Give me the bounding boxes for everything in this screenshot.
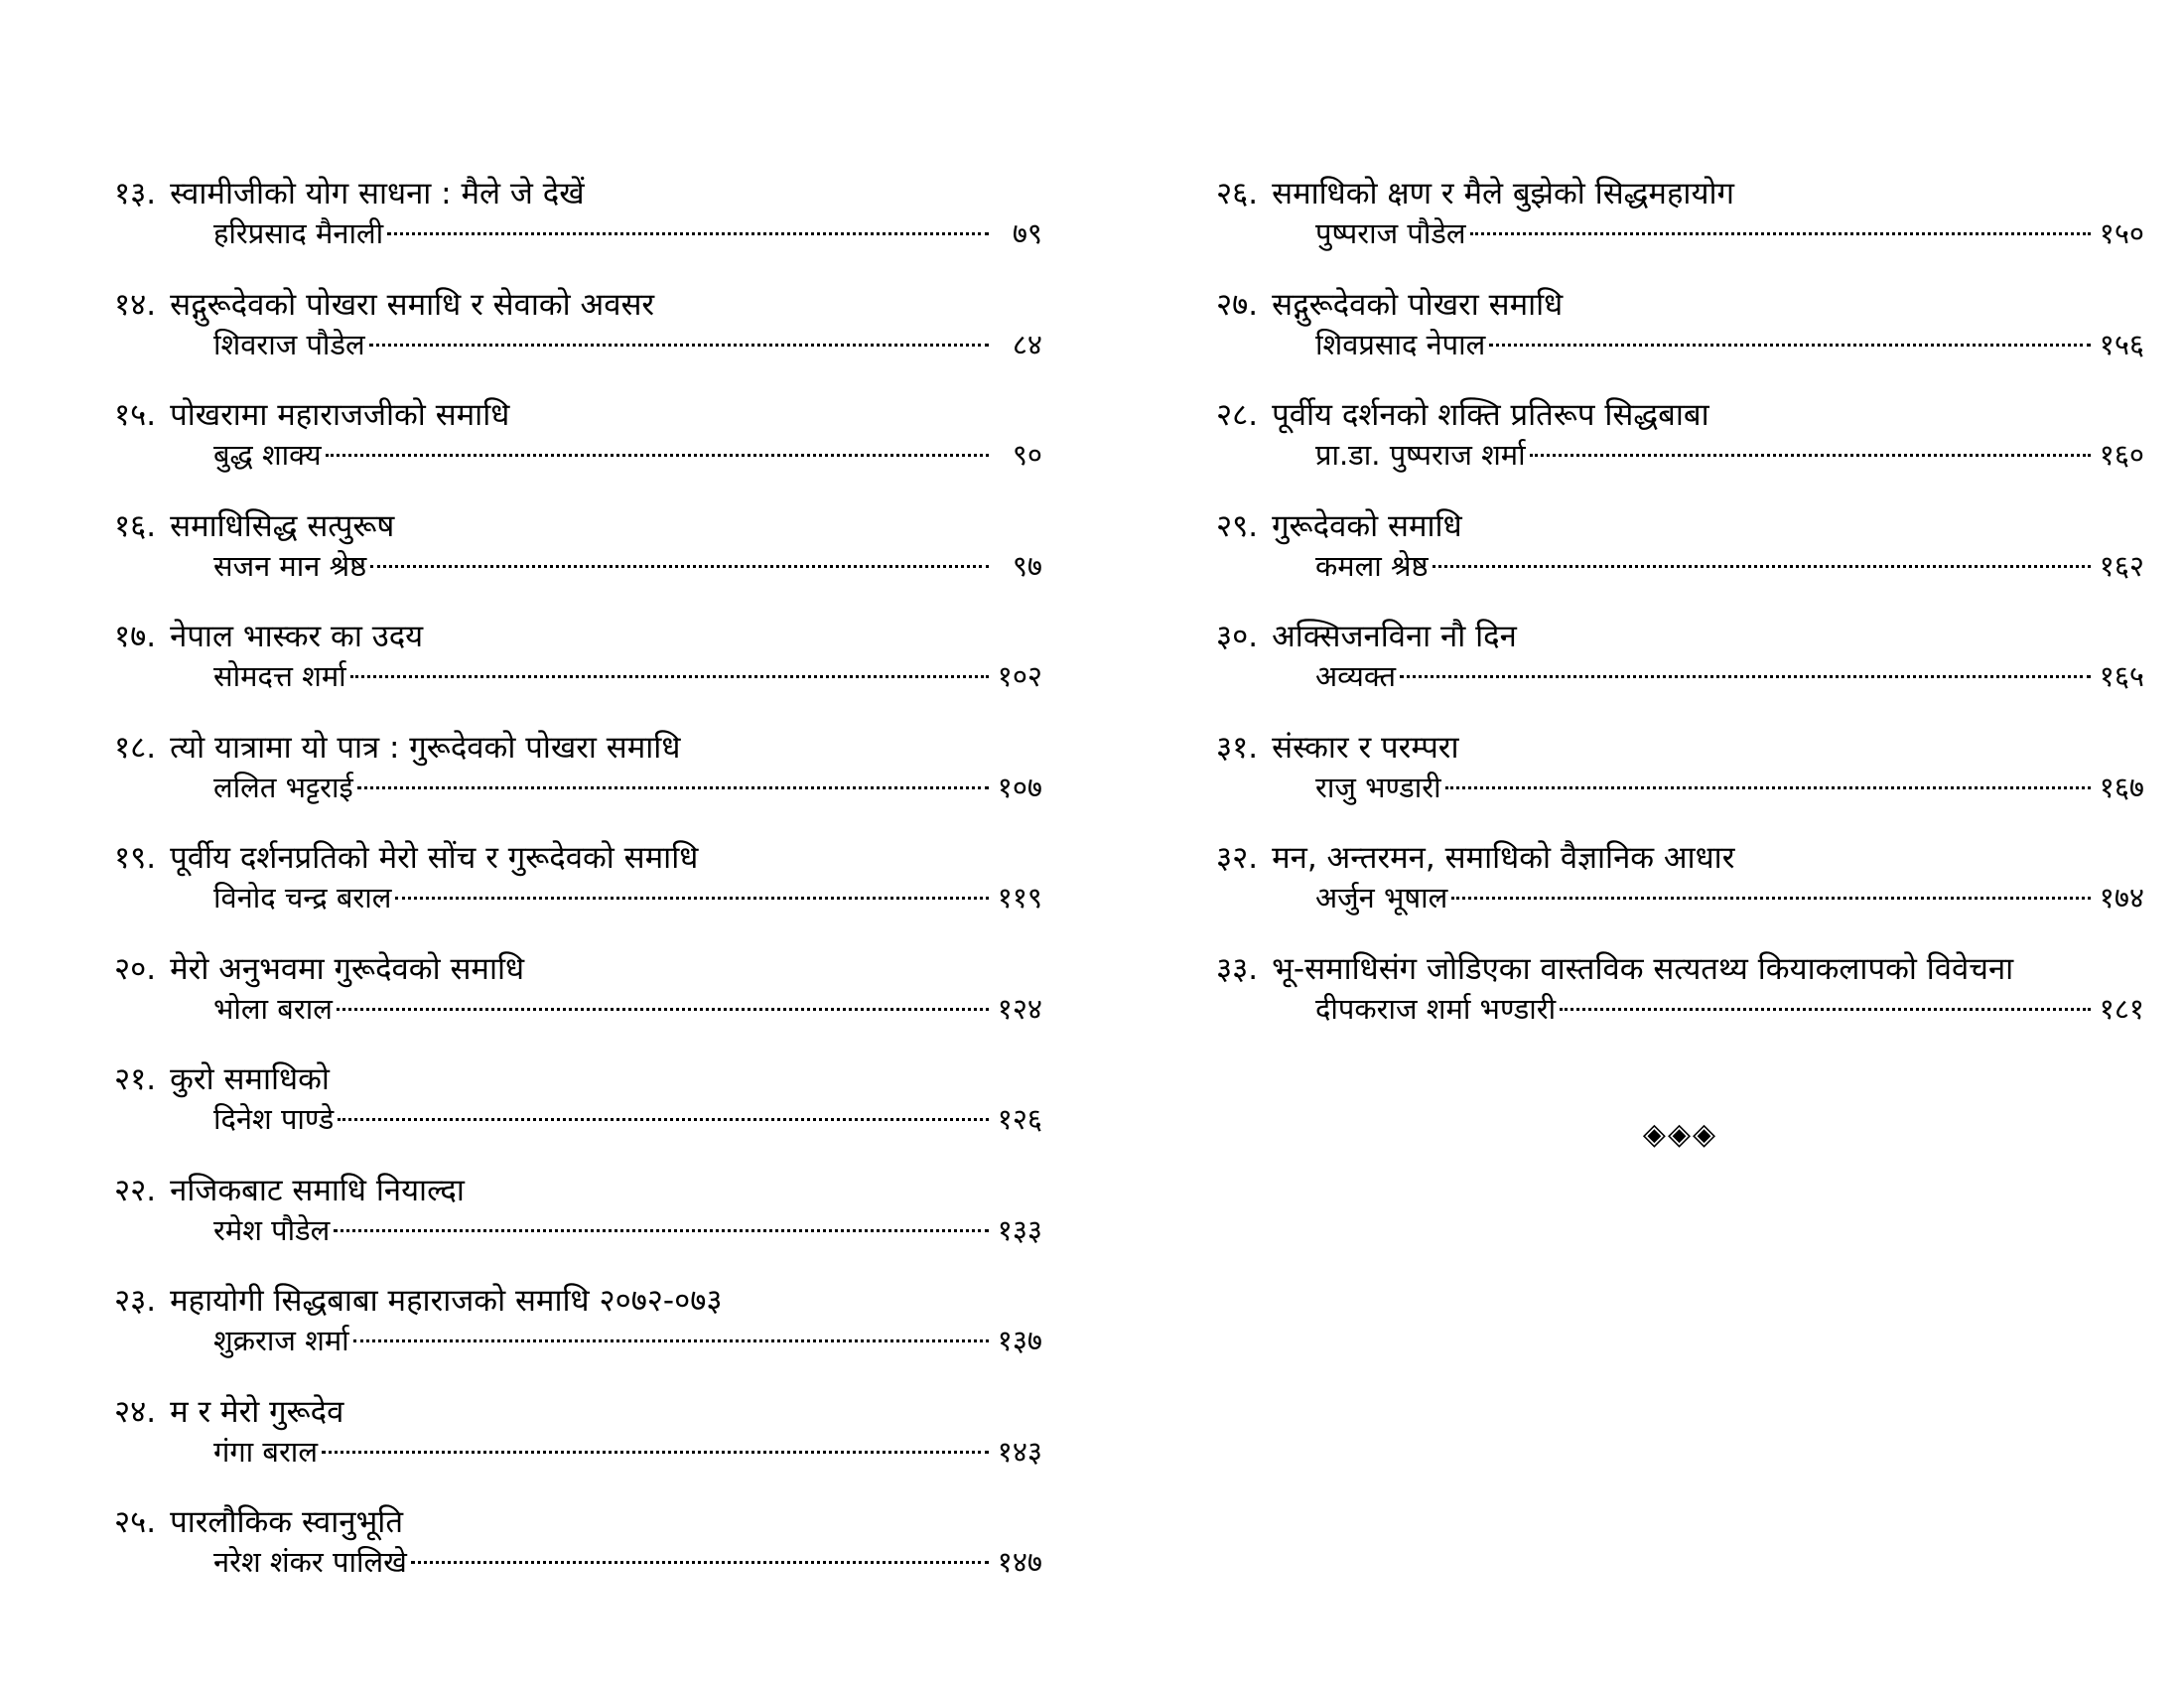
toc-entry-page-number: १४३	[997, 1434, 1042, 1469]
toc-entry-title-line	[1216, 617, 2144, 656]
toc-entry-page-number: १३७	[997, 1324, 1042, 1357]
toc-entry	[114, 174, 1042, 285]
toc-entry-author-line	[213, 325, 1042, 364]
toc-entry-author: दिनेश पाण्डे	[213, 1102, 335, 1136]
toc-entry-title-line	[114, 1171, 1042, 1210]
toc-entry-number: २८.	[1216, 397, 1259, 433]
toc-entry-author-line	[213, 656, 1042, 696]
dot-leader	[322, 1451, 989, 1454]
toc-entry-number: ३३.	[1216, 950, 1259, 987]
toc-entry-number: २२.	[114, 1172, 157, 1208]
toc-entry-number: १९.	[114, 840, 157, 876]
toc-entry-author-line	[213, 989, 1042, 1029]
toc-entry-author-line	[1315, 325, 2144, 364]
toc-entry-author: गंगा बराल	[213, 1434, 318, 1469]
toc-entry-author-line	[1315, 213, 2144, 253]
toc-entry-author: कमला श्रेष्ठ	[1315, 548, 1429, 583]
dot-leader	[411, 1561, 989, 1564]
toc-entry-title: अक्सिजनविना नौ दिन	[1272, 619, 1517, 654]
toc-entry-title-line	[114, 506, 1042, 546]
toc-entry-title-line	[114, 949, 1042, 989]
dot-leader	[353, 1339, 989, 1342]
toc-entry-page-number: १०७	[997, 770, 1042, 804]
toc-entry-title: पूर्वीय दर्शनप्रतिको मेरो सोंच र गुरूदेवको समाधि	[170, 840, 699, 876]
toc-entry	[1216, 506, 2144, 618]
dot-leader	[337, 1008, 989, 1011]
toc-entry-number: २०.	[114, 950, 157, 987]
toc-entry-author-line	[1315, 878, 2144, 917]
toc-entry-page-number: १०२	[997, 659, 1042, 693]
toc-entry-title: सद्गुरूदेवको पोखरा समाधि र सेवाको अवसर	[170, 286, 655, 323]
dot-leader	[1400, 675, 2091, 678]
toc-entry-author: रमेश पौडेल	[213, 1212, 331, 1247]
toc-entry-author: शुक्रराज शर्मा	[213, 1324, 349, 1357]
toc-entry-page-number: १७४	[2099, 881, 2144, 914]
dot-leader	[1530, 454, 2091, 457]
toc-entry-author-line	[213, 1321, 1042, 1360]
toc-entry	[114, 838, 1042, 949]
toc-entry-title-line	[114, 728, 1042, 768]
dot-leader	[1445, 786, 2091, 789]
toc-entry-author: प्रा.डा. पुष्पराज शर्मा	[1315, 438, 1526, 472]
toc-right-column	[1216, 174, 2144, 1059]
toc-entry-page-number: १५६	[2099, 327, 2144, 361]
dot-leader	[350, 675, 989, 678]
toc-entry-page-number: ९७	[1012, 548, 1042, 583]
toc-entry-number: २५.	[114, 1504, 157, 1540]
toc-entry-title: पारलौकिक स्वानुभूति	[170, 1504, 403, 1540]
toc-entry	[114, 1171, 1042, 1282]
toc-entry-page-number: ७९	[1012, 216, 1042, 250]
toc-entry	[1216, 728, 2144, 839]
toc-entry	[1216, 395, 2144, 506]
dot-leader	[1451, 897, 2091, 900]
toc-entry-title: म र मेरो गुरूदेव	[170, 1393, 344, 1430]
toc-entry	[1216, 838, 2144, 949]
section-end-ornament: ◈◈◈	[1642, 1117, 1718, 1152]
toc-entry-author: अर्जुन भूषाल	[1315, 881, 1448, 914]
toc-entry-number: १६.	[114, 507, 157, 544]
toc-entry-page-number: १६७	[2099, 770, 2144, 804]
toc-entry-title: कुरो समाधिको	[170, 1061, 330, 1097]
toc-entry-number: २९.	[1216, 507, 1259, 544]
toc-entry-title: समाधिको क्षण र मैले बुझेको सिद्धमहायोग	[1272, 176, 1734, 211]
toc-entry	[114, 728, 1042, 839]
toc-entry-author: सोमदत्त शर्मा	[213, 659, 346, 693]
toc-entry	[114, 1059, 1042, 1171]
toc-entry-title-line	[114, 617, 1042, 656]
toc-entry-author: दीपकराज शर्मा भण्डारी	[1315, 991, 1557, 1026]
toc-entry-author-line	[1315, 435, 2144, 475]
toc-entry-number: २६.	[1216, 176, 1259, 211]
toc-entry-author: शिवराज पौडेल	[213, 327, 365, 361]
toc-entry-page-number: १२४	[997, 991, 1042, 1026]
toc-entry-author-line	[213, 546, 1042, 586]
toc-entry-title-line	[1216, 285, 2144, 325]
toc-entry	[114, 285, 1042, 396]
toc-entry-author: अव्यक्त	[1315, 659, 1396, 693]
toc-entry-page-number: १५०	[2099, 216, 2144, 250]
toc-entry-author-line	[213, 435, 1042, 475]
toc-entry-number: २१.	[114, 1061, 157, 1097]
dot-leader	[338, 1118, 989, 1121]
toc-entry-title-line	[1216, 728, 2144, 768]
dot-leader	[1489, 344, 2091, 347]
toc-entry-page-number: १६२	[2099, 548, 2144, 583]
dot-leader	[395, 897, 989, 900]
toc-entry-title: महायोगी सिद्धबाबा महाराजको समाधि २०७२-०७३	[170, 1283, 723, 1319]
dot-leader	[1560, 1008, 2091, 1011]
toc-entry-author: विनोद चन्द्र बराल	[213, 881, 392, 914]
toc-entry	[1216, 285, 2144, 396]
toc-entry-page-number: ११९	[997, 881, 1042, 914]
dot-leader	[357, 786, 989, 789]
toc-entry-author: बुद्ध शाक्य	[213, 438, 322, 472]
toc-entry-title: त्यो यात्रामा यो पात्र : गुरूदेवको पोखरा समाधि	[170, 729, 681, 766]
dot-leader	[1470, 232, 2091, 235]
toc-entry	[1216, 949, 2144, 1060]
toc-entry	[114, 1502, 1042, 1614]
dot-leader	[369, 344, 989, 347]
toc-entry-title-line	[114, 1281, 1042, 1321]
toc-entry-title: नेपाल भास्कर का उदय	[170, 619, 424, 654]
toc-entry-title-line	[114, 285, 1042, 325]
toc-entry-title: सद्गुरूदेवको पोखरा समाधि	[1272, 286, 1564, 323]
toc-entry-title: मेरो अनुभवमा गुरूदेवको समाधि	[170, 950, 525, 987]
toc-entry-author-line	[213, 1210, 1042, 1250]
toc-entry	[114, 1392, 1042, 1503]
dot-leader	[370, 565, 989, 568]
toc-entry-page-number: ८४	[1012, 327, 1042, 361]
toc-entry-page-number: १८१	[2099, 991, 2144, 1026]
toc-entry-page-number: १६०	[2099, 438, 2144, 472]
toc-entry-number: ३१.	[1216, 729, 1259, 766]
toc-entry-number: १५.	[114, 397, 157, 433]
toc-entry-title-line	[1216, 506, 2144, 546]
toc-entry-title: पोखरामा महाराजजीको समाधि	[170, 397, 510, 433]
toc-entry-title-line	[1216, 949, 2144, 989]
toc-entry-author: शिवप्रसाद नेपाल	[1315, 327, 1486, 361]
toc-entry-author-line	[1315, 989, 2144, 1029]
dot-leader	[1433, 565, 2091, 568]
toc-entry-author-line	[213, 768, 1042, 807]
toc-entry-author: सजन मान श्रेष्ठ	[213, 548, 367, 583]
toc-entry	[1216, 174, 2144, 285]
toc-entry-author: नरेश शंकर पालिखे	[213, 1545, 407, 1579]
toc-entry	[1216, 617, 2144, 728]
toc-entry-title: संस्कार र परम्परा	[1272, 729, 1459, 766]
toc-entry-author-line	[213, 213, 1042, 253]
toc-entry-title-line	[114, 395, 1042, 435]
toc-entry-page-number: १३३	[997, 1212, 1042, 1247]
toc-entry-title: गुरूदेवको समाधि	[1272, 507, 1462, 544]
toc-entry-title: स्वामीजीको योग साधना : मैले जे देखें	[170, 176, 585, 211]
toc-entry-title: समाधिसिद्ध सत्पुरूष	[170, 507, 395, 544]
toc-entry	[114, 506, 1042, 618]
toc-entry-author-line	[1315, 656, 2144, 696]
toc-entry-author-line	[213, 878, 1042, 917]
toc-entry-title-line	[1216, 174, 2144, 213]
toc-entry-number: १७.	[114, 619, 157, 654]
toc-entry-author-line	[1315, 768, 2144, 807]
dot-leader	[326, 454, 989, 457]
toc-entry-page-number: १४७	[997, 1545, 1042, 1579]
toc-entry	[114, 1281, 1042, 1392]
dot-leader	[334, 1229, 989, 1232]
toc-entry	[114, 395, 1042, 506]
toc-entry-title: मन, अन्तरमन, समाधिको वैज्ञानिक आधार	[1272, 840, 1735, 876]
toc-entry-number: १३.	[114, 176, 157, 211]
toc-entry-title: नजिकबाट समाधि नियाल्दा	[170, 1172, 465, 1208]
toc-entry-title-line	[114, 838, 1042, 878]
toc-entry-author: भोला बराल	[213, 991, 333, 1026]
toc-entry-author-line	[1315, 546, 2144, 586]
toc-entry-title: पूर्वीय दर्शनको शक्ति प्रतिरूप सिद्धबाबा	[1272, 397, 1709, 433]
toc-entry-page-number: १२६	[997, 1102, 1042, 1136]
toc-entry-number: ३०.	[1216, 619, 1259, 654]
toc-entry	[114, 617, 1042, 728]
toc-entry-title-line	[1216, 395, 2144, 435]
toc-entry-author: ललित भट्टराई	[213, 770, 353, 804]
toc-entry-number: ३२.	[1216, 840, 1259, 876]
toc-entry-number: २४.	[114, 1393, 157, 1430]
toc-entry-author: हरिप्रसाद मैनाली	[213, 216, 384, 250]
toc-entry-title-line	[114, 1502, 1042, 1542]
toc-entry-page-number: १६५	[2099, 659, 2144, 693]
toc-left-column	[114, 174, 1042, 1614]
toc-entry-author: राजु भण्डारी	[1315, 770, 1441, 804]
toc-entry-title-line	[114, 1392, 1042, 1432]
toc-entry-author-line	[213, 1432, 1042, 1472]
toc-entry-title-line	[114, 1059, 1042, 1099]
toc-entry-author-line	[213, 1099, 1042, 1139]
toc-entry-author: पुष्पराज पौडेल	[1315, 216, 1466, 250]
toc-entry-number: २३.	[114, 1283, 157, 1319]
toc-entry	[114, 949, 1042, 1060]
toc-entry-page-number: ९०	[1012, 438, 1042, 472]
toc-entry-author-line	[213, 1542, 1042, 1582]
toc-entry-title-line	[1216, 838, 2144, 878]
dot-leader	[387, 232, 989, 235]
toc-entry-number: १८.	[114, 729, 157, 766]
toc-entry-number: १४.	[114, 286, 157, 323]
toc-entry-title: भू-समाधिसंग जोडिएका वास्तविक सत्यतथ्य कियाकलापको विवेचना	[1272, 950, 2014, 987]
toc-entry-number: २७.	[1216, 286, 1259, 323]
toc-entry-title-line	[114, 174, 1042, 213]
